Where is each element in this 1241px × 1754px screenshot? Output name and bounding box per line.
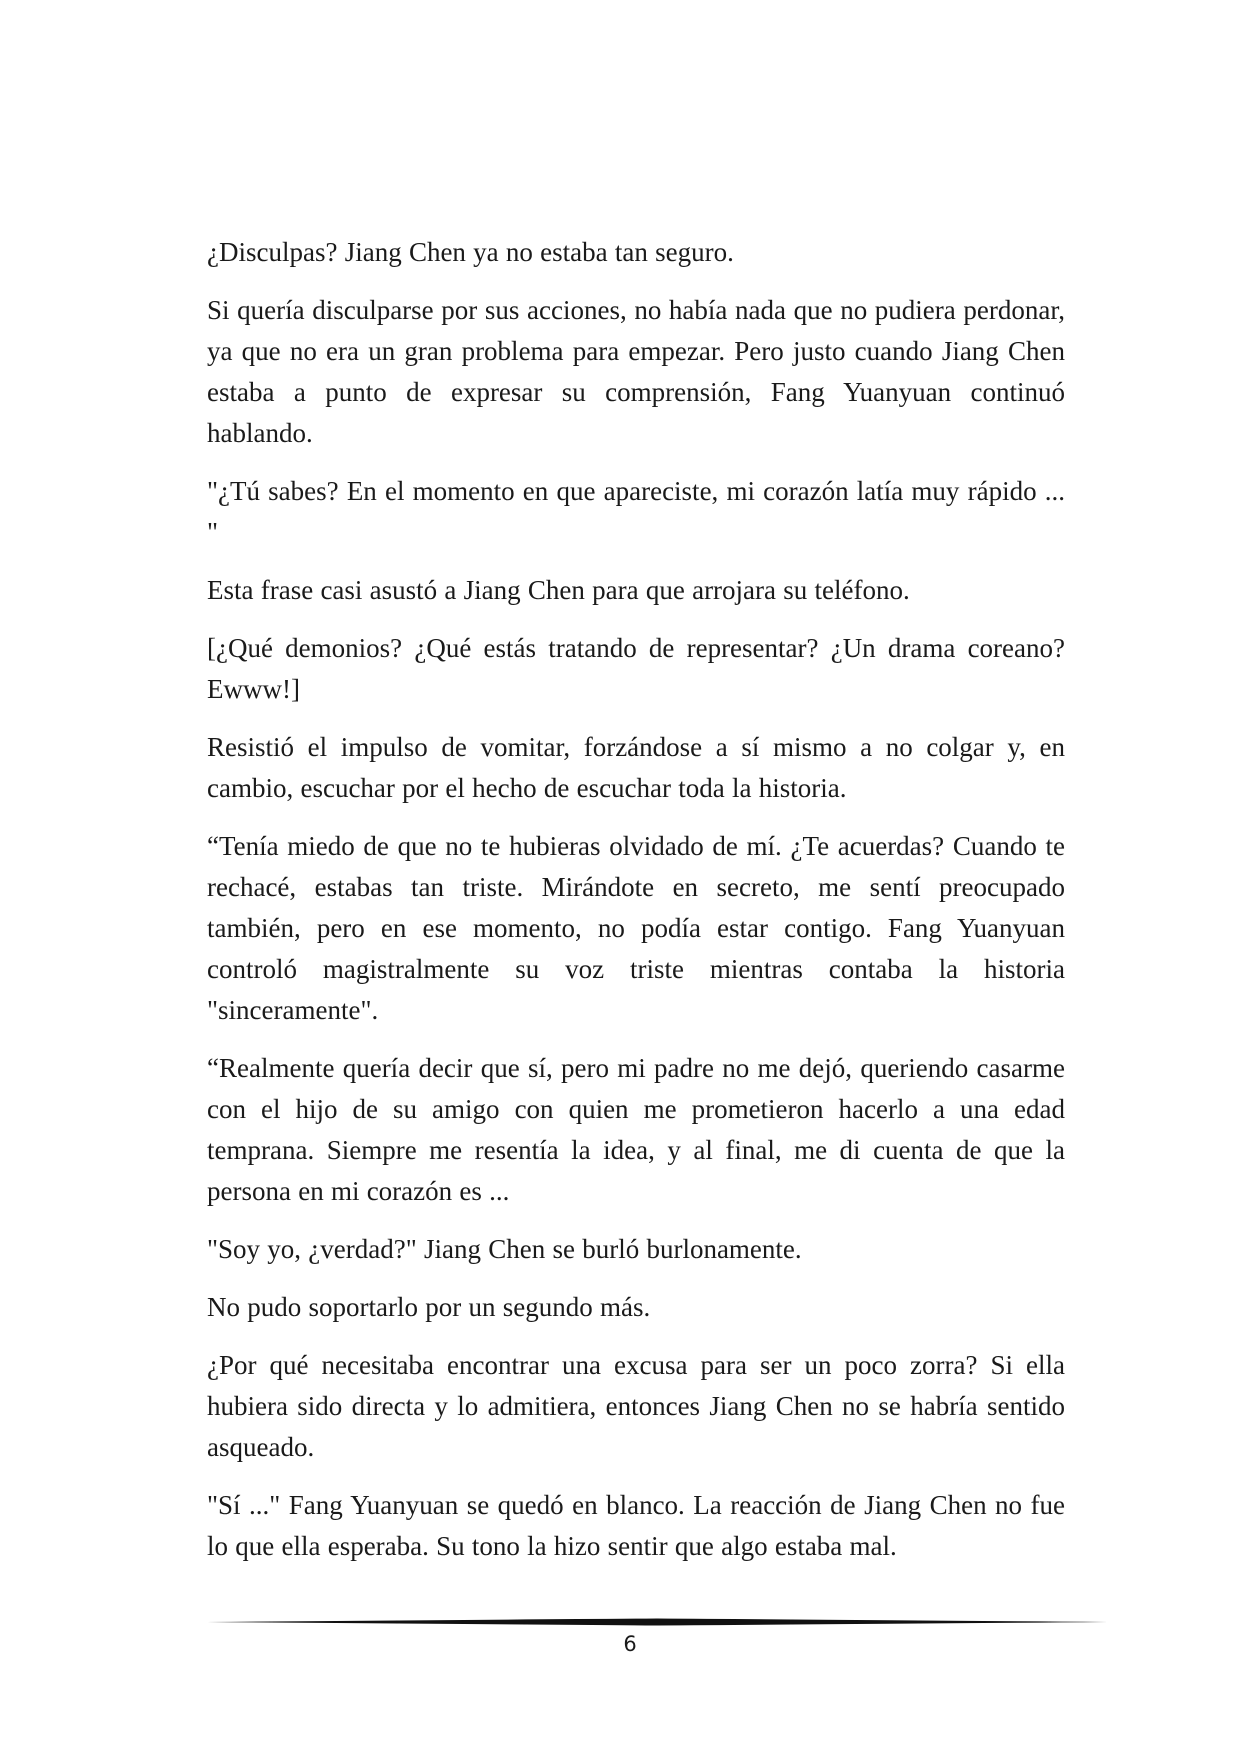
paragraph-12: "Sí ..." Fang Yuanyuan se quedó en blanco. La reacción de Jiang Chen no fue lo que ella esperaba. Su tono la hizo sentir que algo estaba mal.	[207, 1490, 1065, 1561]
paragraph-11: ¿Por qué necesitaba encontrar una excusa para ser un poco zorra? Si ella hubiera sido directa y lo admitiera, entonces Jiang Chen no se habría sentido asqueado.	[207, 1350, 1065, 1462]
paragraph-8: “Realmente quería decir que sí, pero mi padre no me dejó, queriendo casarme con el hijo de su amigo con quien me prometieron hacerlo a una edad temprana. Siempre me resentía la idea, y al final, me di cuenta de que la persona en mi corazón es ...	[207, 1053, 1065, 1206]
paragraph-1: ¿Disculpas? Jiang Chen ya no estaba tan seguro.	[207, 237, 734, 267]
paragraph-5: [¿Qué demonios? ¿Qué estás tratando de representar? ¿Un drama coreano? Ewww!]	[207, 633, 1065, 704]
page-number: 6	[623, 1632, 637, 1656]
paragraph-3: "¿Tú sabes? En el momento en que apareciste, mi corazón latía muy rápido ... "	[207, 476, 1065, 547]
paragraph-10: No pudo soportarlo por un segundo más.	[207, 1292, 651, 1322]
paragraph-2: Si quería disculparse por sus acciones, no había nada que no pudiera perdonar, ya que no era un gran problema para empezar. Pero justo cuando Jiang Chen estaba a punto de expresar su comprensión, Fang Yuanyuan continuó hablando.	[207, 295, 1065, 448]
body-text	[207, 232, 1065, 1584]
paragraph-6: Resistió el impulso de vomitar, forzándose a sí mismo a no colgar y, en cambio, escuchar por el hecho de escuchar toda la historia.	[207, 732, 1065, 803]
paragraph-4: Esta frase casi asustó a Jiang Chen para que arrojara su teléfono.	[207, 575, 910, 605]
paragraph-9: "Soy yo, ¿verdad?" Jiang Chen se burló burlonamente.	[207, 1234, 802, 1264]
paragraph-7: “Tenía miedo de que no te hubieras olvidado de mí. ¿Te acuerdas? Cuando te rechacé, estabas tan triste. Mirándote en secreto, me sentí preocupado también, pero en ese momento, no podía estar contigo. Fang Yuanyuan controló magistralmente su voz triste mientras contaba la historia "sinceramente".	[207, 831, 1065, 1025]
footer-divider	[207, 1616, 1107, 1628]
